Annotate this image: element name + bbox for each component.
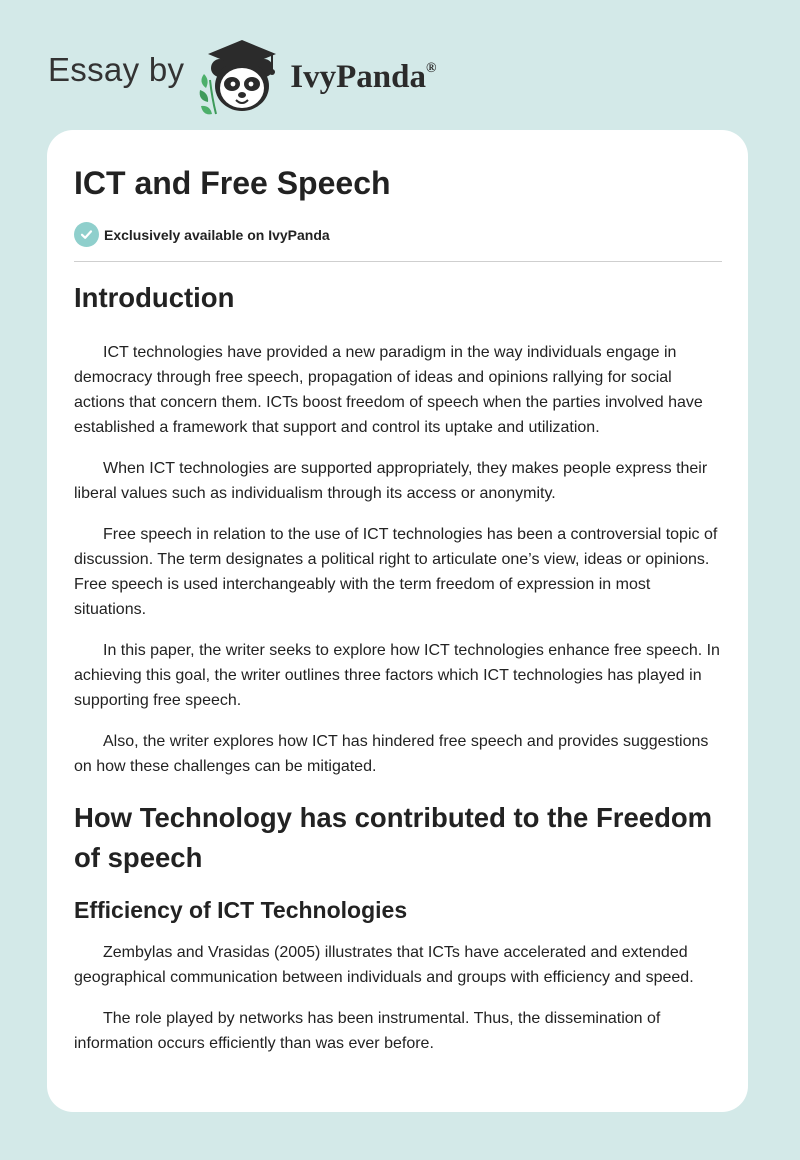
panda-logo-icon — [196, 30, 288, 116]
essay-by-label: Essay by — [48, 51, 185, 88]
site-header — [48, 30, 436, 116]
title-divider — [74, 261, 722, 262]
paragraph: Zembylas and Vrasidas (2005) illustrates that ICTs have accelerated and extended geographical communication between individuals and groups with efficiency and speed. — [74, 944, 694, 986]
subsection-heading-efficiency: Efficiency of ICT Technologies — [74, 897, 408, 923]
badge-label: Exclusively available on IvyPanda — [104, 226, 330, 243]
paragraph: Free speech in relation to the use of ICT technologies has been a controversial topic of discussion. The term designates a political right to articulate one’s view, ideas or opinions. Free speech is used interchangeably with the term freedom of expression in most situations. — [74, 526, 718, 618]
paragraph: Also, the writer explores how ICT has hindered free speech and provides suggestions on how these challenges can be mitigated. — [74, 733, 709, 775]
section-heading-technology: How Technology has contributed to the Freedom of speech — [74, 802, 713, 873]
section-heading-introduction: Introduction — [74, 282, 235, 313]
essay-card — [47, 130, 748, 1112]
registered-mark: ® — [426, 60, 437, 76]
page-title: ICT and Free Speech — [74, 165, 391, 201]
check-circle-icon — [74, 222, 99, 247]
paragraph: When ICT technologies are supported appropriately, they makes people express their liberal values such as individualism through its access or anonymity. — [74, 460, 708, 502]
exclusive-badge — [74, 222, 330, 247]
essay-body — [74, 278, 722, 1056]
paragraph: ICT technologies have provided a new paradigm in the way individuals engage in democracy through free speech, propagation of ideas and opinions rallying for social actions that concern them. ICTs boost freedom of speech when the parties involved have established a framework that support and control its uptake and utilization. — [74, 344, 703, 436]
brand-name: IvyPanda® — [290, 58, 437, 95]
paragraph: In this paper, the writer seeks to explore how ICT technologies enhance free speech. In achieving this goal, the writer outlines three factors which ICT technologies has played in supporting free speech. — [74, 642, 720, 709]
paragraph: The role played by networks has been instrumental. Thus, the dissemination of information occurs efficiently than was ever before. — [74, 1010, 661, 1052]
